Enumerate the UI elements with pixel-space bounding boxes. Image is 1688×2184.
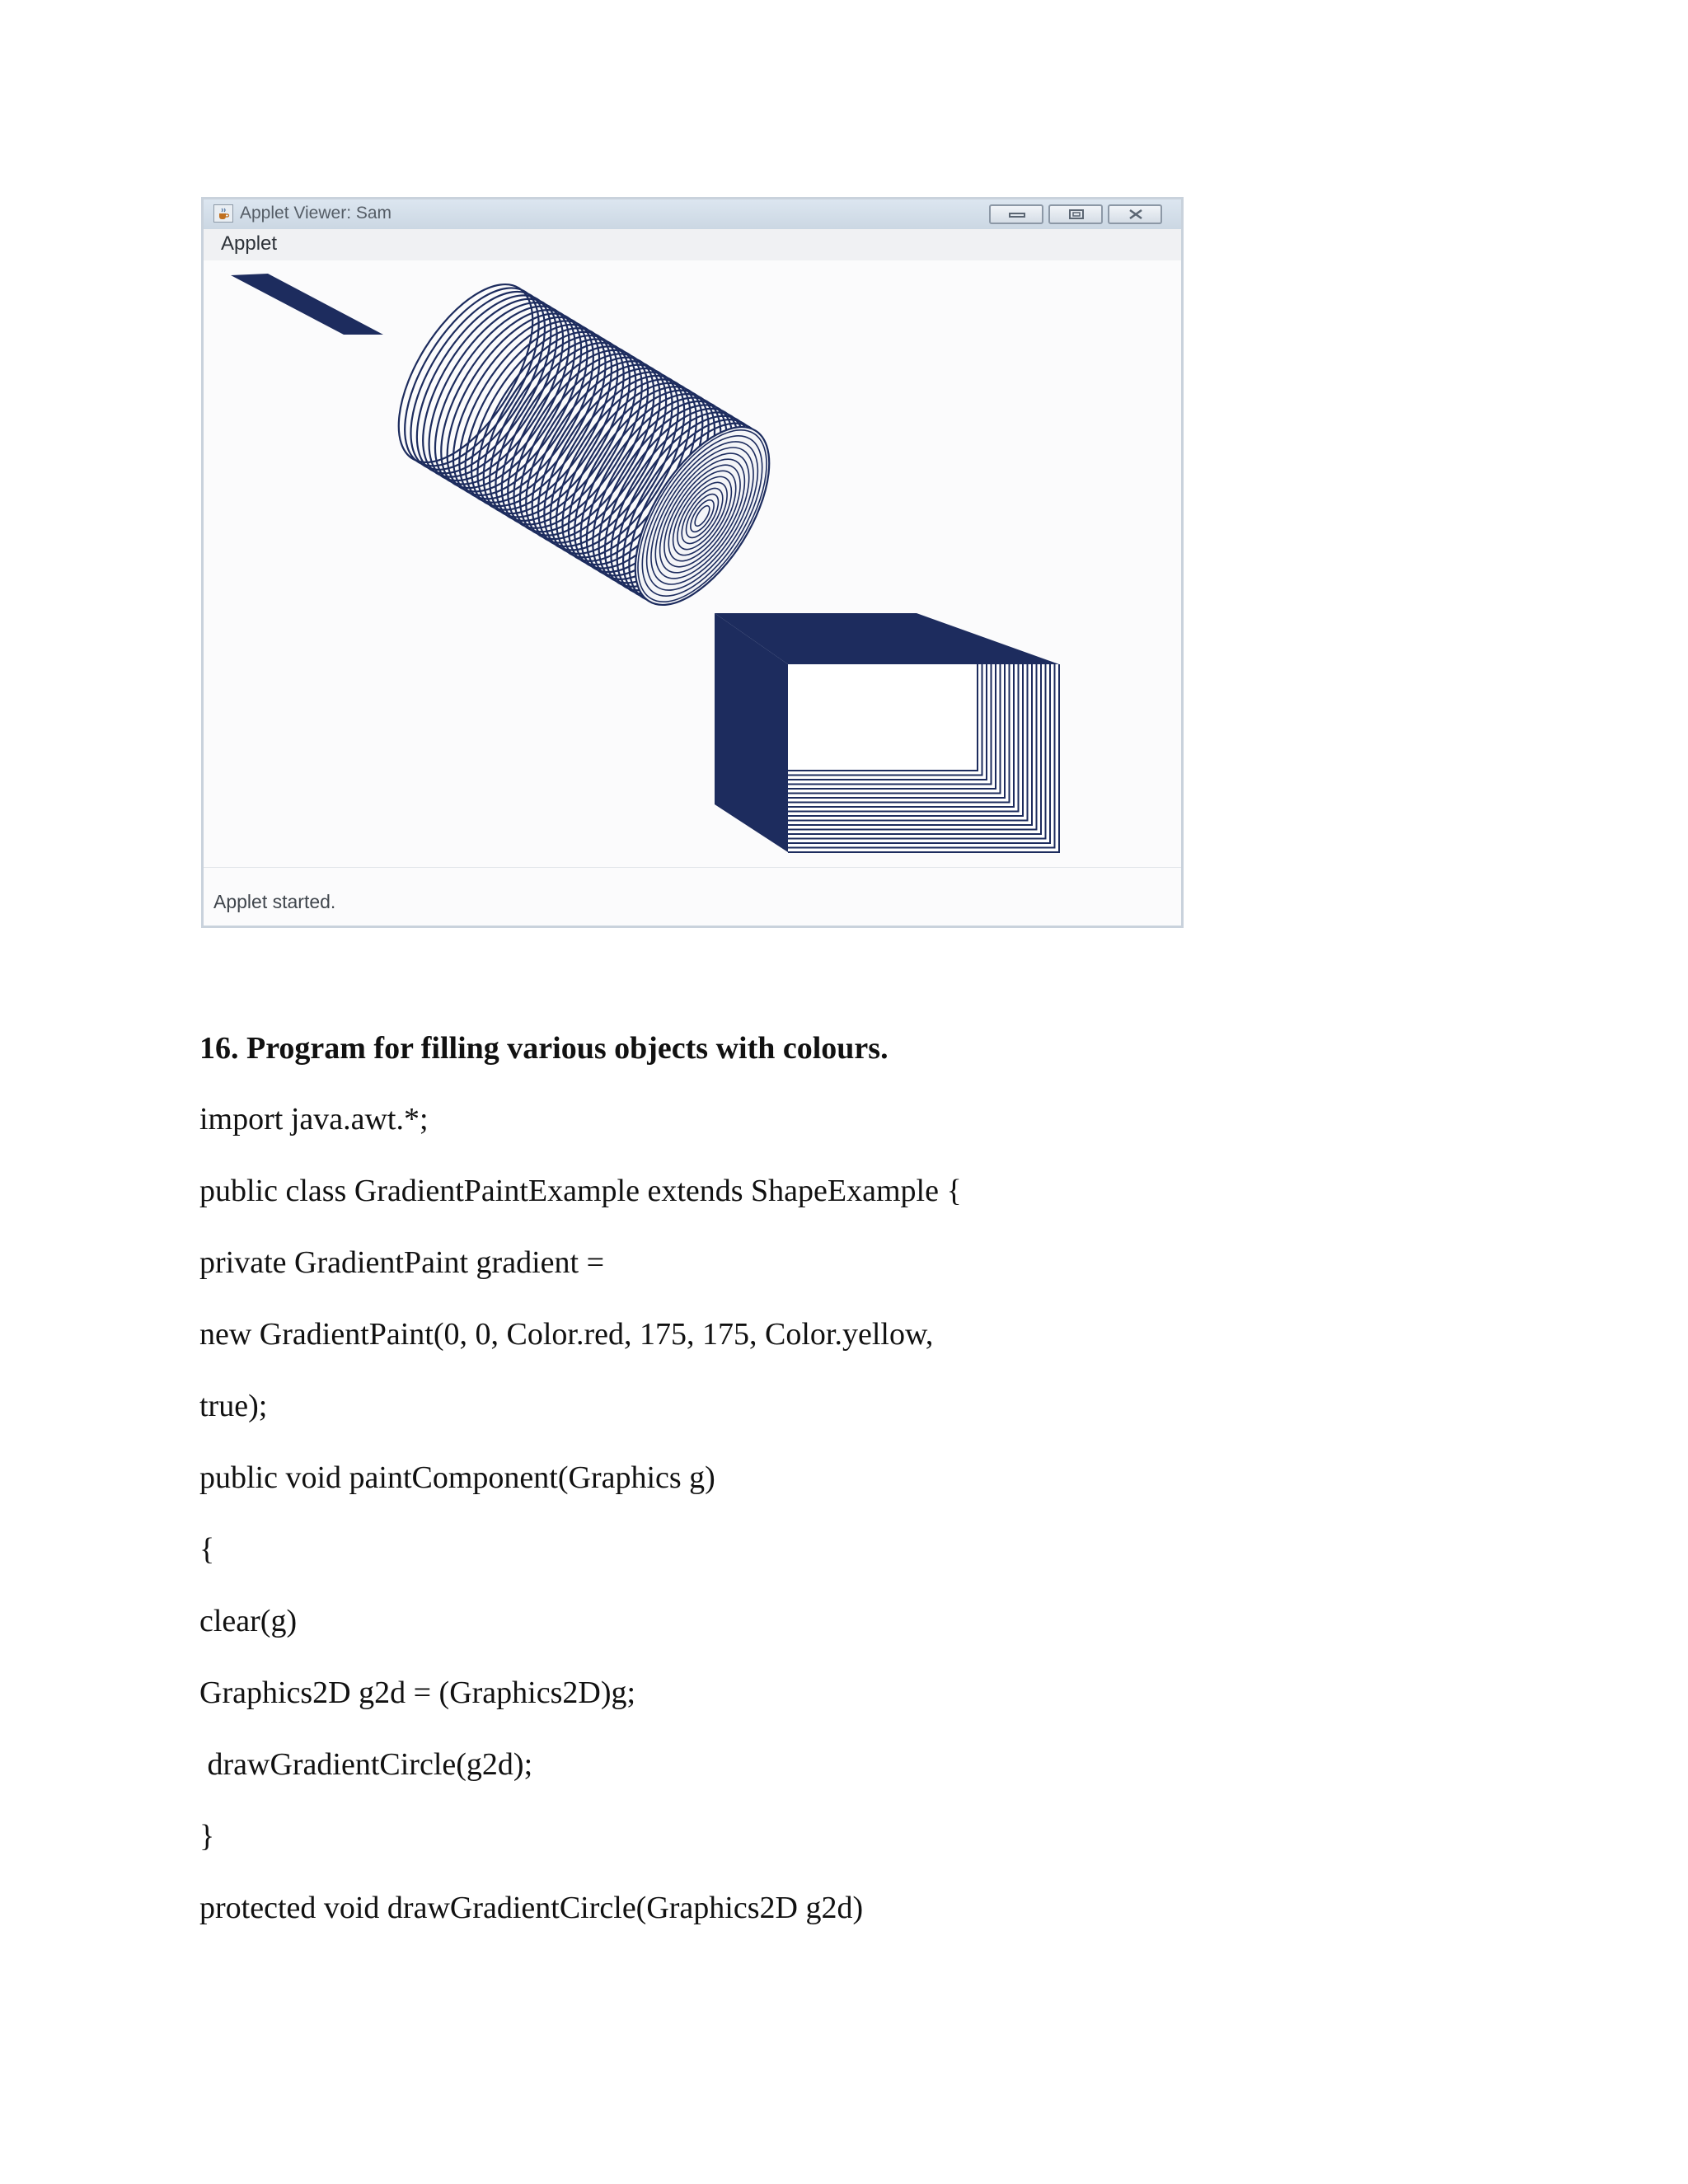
maximize-icon: [1066, 209, 1087, 220]
parallelogram-shape: [231, 274, 383, 335]
code-line: true);: [199, 1389, 268, 1423]
menu-applet[interactable]: Applet: [221, 232, 278, 255]
code-line: new GradientPaint(0, 0, Color.red, 175, 175, Color.yellow,: [199, 1317, 934, 1352]
close-button[interactable]: [1108, 204, 1162, 224]
code-line: {: [199, 1532, 215, 1567]
code-line: protected void drawGradientCircle(Graphics2D g2d): [199, 1891, 864, 1925]
shapes-drawing: [204, 260, 1181, 870]
status-text: Applet started.: [213, 891, 336, 912]
status-bar: [204, 867, 1181, 926]
cylinder-shape: [372, 263, 796, 626]
applet-canvas: [204, 260, 1181, 870]
title-bar: [204, 199, 1181, 230]
code-line: private GradientPaint gradient =: [199, 1245, 604, 1280]
window-title: Applet Viewer: Sam: [240, 204, 392, 223]
code-line: }: [199, 1819, 215, 1854]
applet-viewer-window: [201, 197, 1184, 928]
code-line: clear(g): [199, 1604, 298, 1638]
minimize-button[interactable]: [989, 204, 1043, 224]
hollow-box-shape: [715, 613, 1059, 852]
code-line: Graphics2D g2d = (Graphics2D)g;: [199, 1675, 636, 1710]
code-line: drawGradientCircle(g2d);: [199, 1747, 533, 1782]
code-line: public void paintComponent(Graphics g): [199, 1460, 715, 1495]
java-cup-icon: [213, 204, 233, 223]
close-icon: [1125, 209, 1146, 220]
code-line: public class GradientPaintExample extends ShapeExample {: [199, 1174, 962, 1208]
maximize-button[interactable]: [1048, 204, 1103, 224]
code-line: import java.awt.*;: [199, 1102, 429, 1137]
section-heading: 16. Program for filling various objects with colours.: [199, 1031, 889, 1066]
menu-bar: [204, 229, 1181, 260]
minimize-icon: [1006, 209, 1028, 220]
